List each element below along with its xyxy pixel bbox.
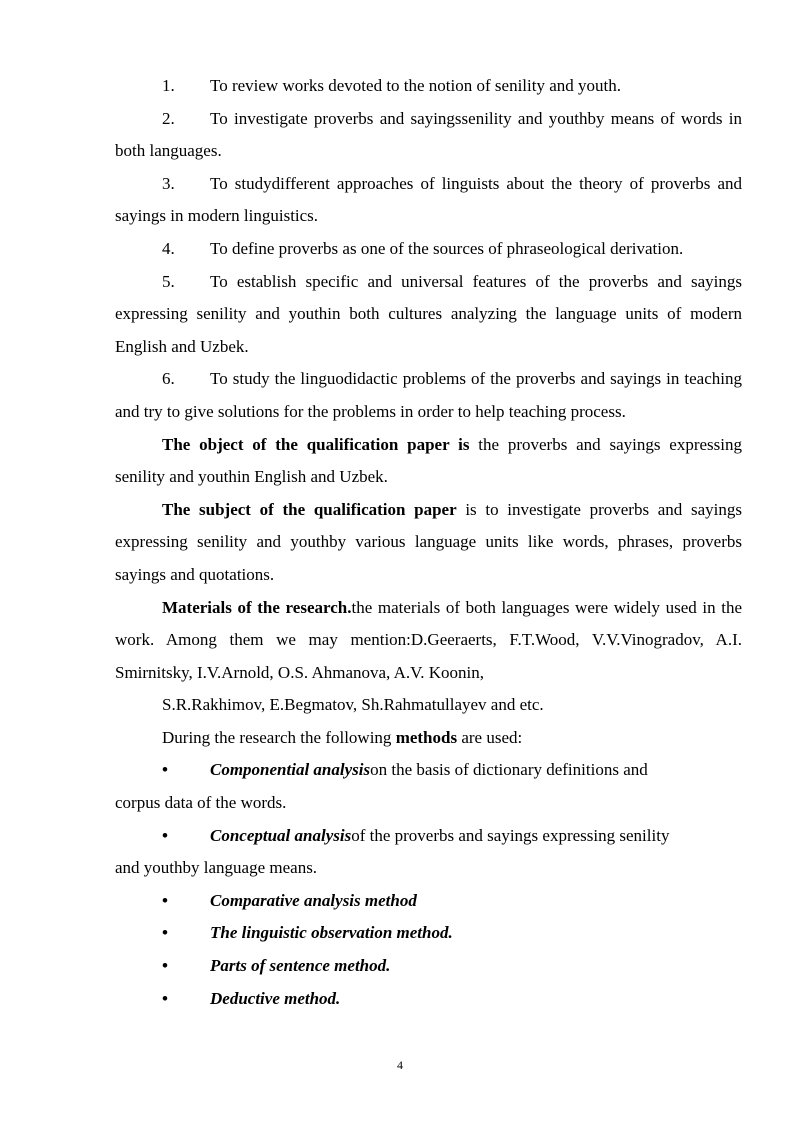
method-item-5 (115, 950, 742, 983)
subject-paragraph (115, 494, 742, 592)
method-name: Conceptual analysis (210, 825, 352, 845)
method-name: Deductive method. (210, 988, 341, 1008)
objective-text: To investigate proverbs and sayingssenility and youthby means of words in both languages. (115, 108, 742, 161)
bullet-icon: • (162, 923, 168, 943)
subject-text: is to investigate proverbs and sayings expressing senility and youthby various language units like words, phrases, proverbs sayings and quotations. (115, 499, 742, 584)
objective-text: To studydifferent approaches of linguists about the theory of proverbs and sayings in modern linguistics. (115, 173, 742, 226)
objective-number: 5. (162, 271, 175, 291)
objective-number: 4. (162, 238, 175, 258)
methods-intro-bold: methods (395, 727, 458, 747)
method-item-4 (115, 917, 742, 950)
method-text: on the basis of dictionary definitions and (370, 760, 648, 780)
objective-number: 2. (162, 108, 175, 128)
bullet-icon: • (162, 825, 168, 845)
bullet-icon: • (162, 760, 168, 780)
objective-item-4 (115, 233, 742, 266)
object-heading: The object of the qualification paper is (162, 434, 470, 454)
method-text: of the proverbs and sayings expressing senility (351, 825, 670, 845)
bullet-icon: • (162, 956, 168, 976)
objective-item-5 (115, 266, 742, 364)
method-item-2-continuation: and youthby language means. (115, 858, 318, 878)
objective-text: To define proverbs as one of the sources of phraseological derivation. (210, 238, 684, 258)
objective-item-2 (115, 103, 742, 168)
materials-paragraph (115, 592, 742, 690)
method-item-2 (115, 820, 742, 853)
method-name: Comparative analysis method (210, 890, 417, 910)
methods-intro-after: are used: (457, 727, 523, 747)
bullet-icon: • (162, 890, 168, 910)
method-name: The linguistic observation method. (210, 923, 453, 943)
objective-number: 6. (162, 369, 175, 389)
method-item-1 (115, 754, 742, 787)
materials-text: the materials of both languages were widely used in the work. Among them we may mention:D.Geeraerts, F.T.Wood, V.V.Vinogradov, A.I. Smirnitsky, I.V.Arnold, O.S. Ahmanova, A.V. Koonin, (115, 597, 742, 682)
methods-intro-before: During the research the following (162, 727, 396, 747)
objective-text: To study the linguodidactic problems of the proverbs and sayings in teaching and try to give solutions for the problems in order to help teaching process. (115, 369, 742, 421)
method-item-3 (115, 885, 742, 918)
objective-item-6 (115, 363, 742, 428)
method-item-1-continuation: corpus data of the words. (115, 793, 287, 813)
methods-intro (115, 722, 742, 755)
objective-text: To establish specific and universal features of the proverbs and sayings expressing senility and youthin both cultures analyzing the language units of modern English and Uzbek. (115, 271, 742, 356)
method-name: Componential analysis (210, 760, 371, 780)
objective-item-1 (115, 70, 742, 103)
document-page (115, 70, 742, 1015)
method-item-6 (115, 983, 742, 1016)
method-name: Parts of sentence method. (210, 956, 391, 976)
objective-item-3 (115, 168, 742, 233)
object-paragraph (115, 429, 742, 494)
objective-number: 3. (162, 173, 175, 193)
object-text: the proverbs and sayings expressing senility and youthin English and Uzbek. (115, 434, 742, 487)
materials-continuation: S.R.Rakhimov, E.Begmatov, Sh.Rahmatullayev and etc. (162, 695, 544, 715)
objective-number: 1. (162, 76, 175, 95)
materials-heading: Materials of the research. (162, 597, 352, 617)
subject-heading: The subject of the qualification paper (162, 499, 457, 519)
page-number: 4 (397, 1058, 403, 1072)
objective-text: To review works devoted to the notion of senility and youth. (210, 76, 621, 95)
bullet-icon: • (162, 988, 168, 1008)
